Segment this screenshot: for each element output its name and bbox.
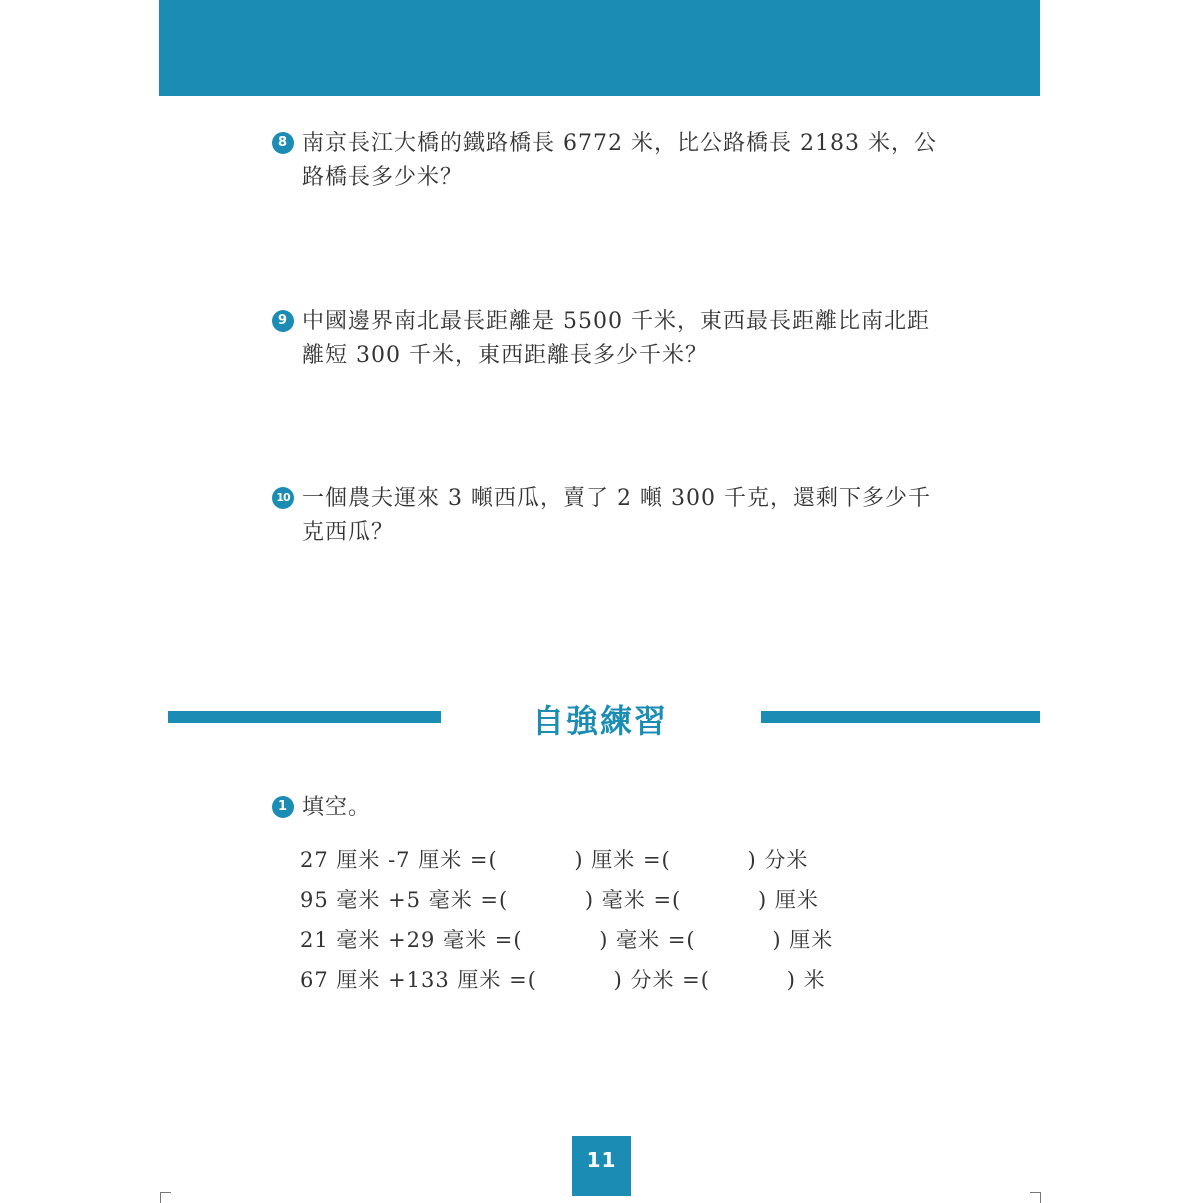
page-number: 11 (572, 1136, 631, 1196)
question-10 (272, 482, 942, 550)
question-number-badge: 8 (272, 132, 294, 154)
question-9 (272, 305, 942, 373)
exercise-lines (300, 840, 833, 1000)
question-number-badge: 10 (272, 487, 294, 509)
header-band (159, 0, 1040, 96)
exercise-1 (272, 791, 942, 825)
crop-mark-left (160, 1192, 171, 1203)
question-number-badge: 9 (272, 310, 294, 332)
exercise-line: 67 厘米 +133 厘米 =( ) 分米 =( ) 米 (300, 968, 826, 992)
question-text: 一個農夫運來 3 噸西瓜，賣了 2 噸 300 千克，還剩下多少千克西瓜？ (302, 486, 931, 545)
crop-mark-right (1030, 1192, 1041, 1203)
exercise-number-badge: 1 (272, 796, 294, 818)
question-text: 南京長江大橋的鐵路橋長 6772 米，比公路橋長 2183 米，公路橋長多少米？ (302, 131, 937, 190)
exercise-line: 27 厘米 -7 厘米 =( ) 厘米 =( ) 分米 (300, 848, 809, 872)
section-divider-left (168, 711, 441, 723)
question-8 (272, 127, 942, 195)
exercise-line: 21 毫米 +29 毫米 =( ) 毫米 =( ) 厘米 (300, 928, 834, 952)
exercise-line: 95 毫米 +5 毫米 =( ) 毫米 =( ) 厘米 (300, 888, 819, 912)
section-title: 自強練習 (531, 702, 668, 740)
section-divider-right (761, 711, 1040, 723)
question-text: 中國邊界南北最長距離是 5500 千米，東西最長距離比南北距離短 300 千米，東西距離長多少千米？ (302, 309, 930, 368)
exercise-title: 填空。 (302, 795, 372, 820)
